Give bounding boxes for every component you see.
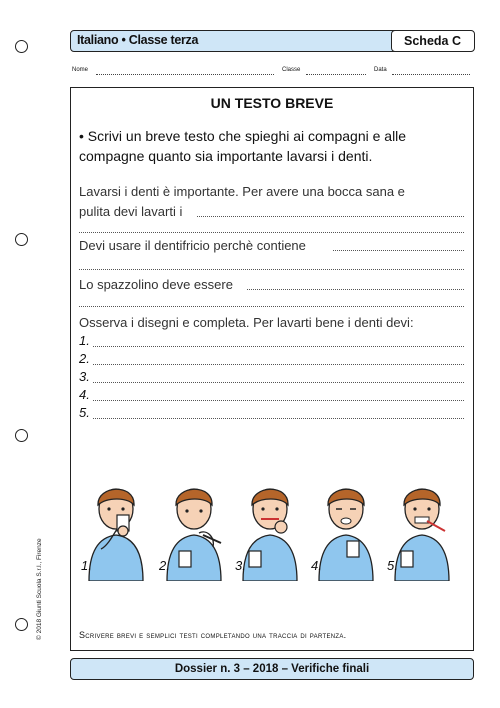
text-line: Devi usare il dentifricio perchè contiene bbox=[79, 238, 306, 253]
picture-number: 4. bbox=[311, 558, 322, 573]
boy-rinsing-picture bbox=[81, 471, 151, 581]
numbered-answer[interactable]: 5. bbox=[79, 405, 464, 422]
subject-label: Italiano • Classe terza bbox=[77, 33, 199, 47]
answer-line[interactable] bbox=[333, 250, 464, 251]
footer-bar: Dossier n. 3 – 2018 – Verifiche finali bbox=[70, 658, 474, 680]
instruction-text: • Scrivi un breve testo che spieghi ai compagni e alle compagne quanto sia importante lavarsi i denti. bbox=[79, 128, 407, 164]
name-row bbox=[72, 67, 472, 79]
picture-number: 3. bbox=[235, 558, 246, 573]
answer-line[interactable] bbox=[79, 306, 464, 307]
sheet-tab: Scheda C bbox=[391, 30, 475, 52]
numbered-answer[interactable]: 2. bbox=[79, 351, 464, 368]
numbered-answer[interactable]: 3. bbox=[79, 369, 464, 386]
boy-rinse-mouth-picture bbox=[311, 471, 381, 581]
text-line: pulita devi lavarti i bbox=[79, 204, 183, 219]
answer-line[interactable] bbox=[79, 269, 464, 270]
text-line: Lo spazzolino deve essere bbox=[79, 277, 233, 292]
boy-brushing-picture bbox=[235, 471, 305, 581]
copyright-text: © 2018 Giunti Scuola S.r.l., Firenze bbox=[36, 538, 43, 640]
learning-objective: Scrivere brevi e semplici testi completando una traccia di partenza. bbox=[79, 630, 347, 640]
picture-number: 5. bbox=[387, 558, 398, 573]
picture-number: 1. bbox=[81, 558, 92, 573]
punch-hole bbox=[15, 618, 28, 631]
text-line: Lavarsi i denti è importante. Per avere una bocca sana e bbox=[79, 184, 405, 199]
boy-toothpaste-picture bbox=[159, 471, 229, 581]
picture-sequence bbox=[81, 471, 466, 581]
exercise-box bbox=[70, 87, 474, 651]
numbered-answer[interactable]: 4. bbox=[79, 387, 464, 404]
punch-hole bbox=[15, 429, 28, 442]
answer-line[interactable] bbox=[247, 289, 464, 290]
punch-hole bbox=[15, 233, 28, 246]
date-field[interactable] bbox=[392, 74, 470, 75]
name-field[interactable] bbox=[96, 74, 274, 75]
header-bar bbox=[70, 30, 474, 52]
picture-number: 2. bbox=[159, 558, 170, 573]
answer-line[interactable] bbox=[197, 216, 464, 217]
class-field[interactable] bbox=[306, 74, 366, 75]
punch-hole bbox=[15, 40, 28, 53]
class-label: Classe bbox=[282, 67, 301, 73]
answer-line[interactable] bbox=[79, 232, 464, 233]
exercise-title: UN TESTO BREVE bbox=[210, 95, 334, 111]
date-label: Data bbox=[374, 67, 387, 73]
boy-brushing-front-picture bbox=[387, 471, 457, 581]
numbered-answer[interactable]: 1. bbox=[79, 333, 464, 350]
name-label: Nome bbox=[72, 67, 89, 73]
text-line: Osserva i disegni e completa. Per lavarti bene i denti devi: bbox=[79, 315, 414, 330]
